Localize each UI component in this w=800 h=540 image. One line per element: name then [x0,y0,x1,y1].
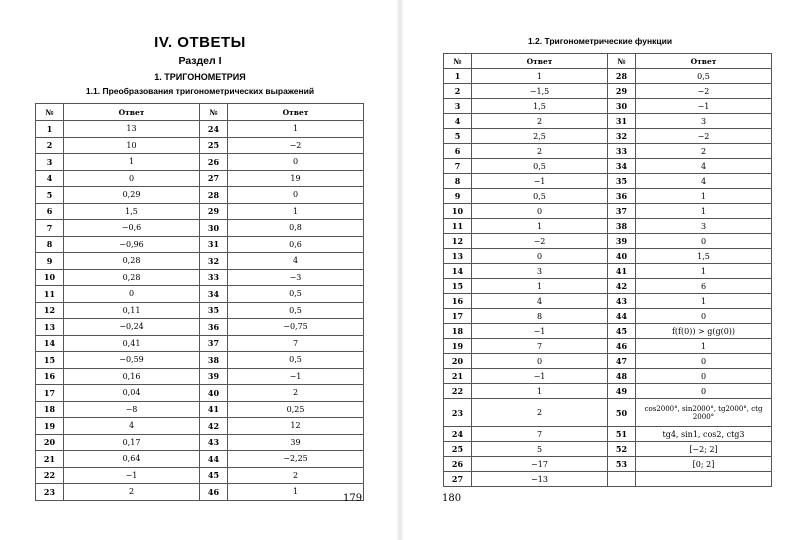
table-row [36,418,364,435]
answer-cell: −1 [472,174,608,189]
answer-cell: 0,5 [228,286,364,303]
table-row [444,399,772,427]
task-number-cell: 42 [608,279,636,294]
table-row [444,219,772,234]
task-number-cell: 33 [608,144,636,159]
table-row [444,114,772,129]
answer-cell: −13 [472,472,608,487]
task-number-cell: 53 [608,457,636,472]
answer-cell: 1 [472,219,608,234]
answer-cell: 2,5 [472,129,608,144]
table-row [444,99,772,114]
answer-cell: 1 [472,69,608,84]
answer-cell: −1 [472,369,608,384]
answer-cell: 0 [228,187,364,204]
task-number-cell: 30 [608,99,636,114]
task-number-cell: 15 [36,352,64,369]
table-row [36,484,364,501]
answer-cell: 0 [64,170,200,187]
table-header-row [444,54,772,69]
answer-cell: 0,5 [228,302,364,319]
task-number-cell: 21 [444,369,472,384]
table-row [36,220,364,237]
task-number-cell: 23 [444,399,472,427]
task-number-cell: 20 [36,434,64,451]
column-header: № [200,104,228,121]
page-number: 179 [343,493,363,504]
task-number-cell: 18 [444,324,472,339]
table-row [36,286,364,303]
task-number-cell: 32 [608,129,636,144]
answer-cell: 2 [472,144,608,159]
answer-cell: 2 [636,144,772,159]
task-number-cell: 40 [608,249,636,264]
task-number-cell: 37 [200,335,228,352]
table-row [36,137,364,154]
answer-cell: 1 [636,339,772,354]
answer-cell: 3 [636,219,772,234]
task-number-cell: 31 [200,236,228,253]
answer-cell: 1 [228,121,364,138]
task-number-cell: 24 [200,121,228,138]
answer-cell: 4 [472,294,608,309]
answer-cell: 5 [472,442,608,457]
answer-cell: 1 [636,189,772,204]
task-number-cell: 32 [200,253,228,270]
task-number-cell: 30 [200,220,228,237]
task-number-cell: 26 [200,154,228,171]
table-row [36,269,364,286]
answer-cell: 3 [636,114,772,129]
answer-cell: 0,04 [64,385,200,402]
task-number-cell: 25 [200,137,228,154]
table-row [444,189,772,204]
table-row [444,174,772,189]
chapter-title: 1. ТРИГОНОМЕТРИЯ [154,72,246,82]
answer-cell: 3 [472,264,608,279]
task-number-cell: 28 [200,187,228,204]
task-number-cell: 18 [36,401,64,418]
answer-cell: −1 [228,368,364,385]
answer-cell: 0,41 [64,335,200,352]
answer-cell: −17 [472,457,608,472]
task-number-cell: 21 [36,451,64,468]
answer-cell: 2 [228,467,364,484]
answer-cell: 1 [636,264,772,279]
answer-cell: 19 [228,170,364,187]
task-number-cell: 36 [608,189,636,204]
task-number-cell: 40 [200,385,228,402]
column-header: Ответ [228,104,364,121]
table-row [444,442,772,457]
task-number-cell: 12 [36,302,64,319]
table-row [444,159,772,174]
task-number-cell: 3 [444,99,472,114]
answer-cell: 1,5 [636,249,772,264]
task-number-cell: 31 [608,114,636,129]
answer-cell: 0,28 [64,269,200,286]
answer-cell: −3 [228,269,364,286]
answer-cell: −0,24 [64,319,200,336]
table-header-row [36,104,364,121]
task-number-cell: 42 [200,418,228,435]
table-row [36,236,364,253]
answer-cell: −8 [64,401,200,418]
task-number-cell: 9 [444,189,472,204]
answer-cell: 0,5 [472,159,608,174]
task-number-cell: 38 [200,352,228,369]
answer-cell [636,472,772,487]
section-title: Раздел I [178,55,222,67]
answer-cell: 12 [228,418,364,435]
table-row [36,352,364,369]
table-row [444,129,772,144]
column-header: Ответ [636,54,772,69]
answer-cell: 0,25 [228,401,364,418]
subsection-title: 1.1. Преобразования тригонометрических выражений [85,86,315,96]
answer-cell: 2 [228,385,364,402]
table-row [444,309,772,324]
task-number-cell: 25 [444,442,472,457]
task-number-cell: 39 [608,234,636,249]
answer-cell: −2 [636,129,772,144]
answer-cell: 0,64 [64,451,200,468]
task-number-cell: 15 [444,279,472,294]
table-row [36,253,364,270]
task-number-cell: 33 [200,269,228,286]
answer-cell: 0,5 [228,352,364,369]
answer-cell: 4 [64,418,200,435]
answer-cell: 1 [64,154,200,171]
subsection-title: 1.2. Тригонометрические функции [527,36,673,46]
answer-cell: 4 [636,159,772,174]
column-header: Ответ [64,104,200,121]
table-row [36,368,364,385]
page-number: 180 [442,493,462,504]
task-number-cell: 51 [608,427,636,442]
answer-cell: 1,5 [64,203,200,220]
answer-cell: 6 [636,279,772,294]
task-number-cell: 3 [36,154,64,171]
column-header: № [608,54,636,69]
answer-cell: 0 [636,234,772,249]
answer-cell: 7 [472,339,608,354]
task-number-cell: 46 [200,484,228,501]
task-number-cell: 4 [444,114,472,129]
table-row [36,154,364,171]
answer-cell: −0,6 [64,220,200,237]
answers-table-1-1 [35,103,364,501]
answer-cell: 1 [636,294,772,309]
task-number-cell: 9 [36,253,64,270]
task-number-cell: 43 [200,434,228,451]
answer-cell: 1 [228,203,364,220]
task-number-cell: 27 [444,472,472,487]
table-row [444,264,772,279]
task-number-cell: 34 [200,286,228,303]
task-number-cell: 14 [444,264,472,279]
answer-cell: 0 [636,309,772,324]
task-number-cell: 44 [608,309,636,324]
table-row [444,324,772,339]
task-number-cell: 29 [608,84,636,99]
answer-cell: −1 [636,99,772,114]
task-number-cell: 52 [608,442,636,457]
task-number-cell: 10 [36,269,64,286]
answer-cell: 0 [228,154,364,171]
task-number-cell: 22 [444,384,472,399]
answer-cell: −0,96 [64,236,200,253]
table-row [444,384,772,399]
task-number-cell: 13 [444,249,472,264]
task-number-cell: 37 [608,204,636,219]
table-row [36,302,364,319]
answer-cell: 0,6 [228,236,364,253]
answer-cell: 0,11 [64,302,200,319]
answer-cell: 1 [636,204,772,219]
answer-cell: −0,75 [228,319,364,336]
answer-cell: f(f(0)) > g(g(0)) [636,324,772,339]
task-number-cell: 16 [36,368,64,385]
task-number-cell: 28 [608,69,636,84]
table-row [36,467,364,484]
answer-cell: −1 [64,467,200,484]
answer-cell: 2 [472,399,608,427]
task-number-cell: 19 [444,339,472,354]
table-row [36,401,364,418]
answer-cell: 0,17 [64,434,200,451]
answer-cell: [0; 2] [636,457,772,472]
answer-cell: −2 [636,84,772,99]
task-number-cell: 2 [36,137,64,154]
task-number-cell: 48 [608,369,636,384]
answer-cell: 39 [228,434,364,451]
task-number-cell: 5 [444,129,472,144]
task-number-cell: 19 [36,418,64,435]
task-number-cell: 34 [608,159,636,174]
answer-cell: 0 [472,204,608,219]
table-row [444,84,772,99]
task-number-cell: 12 [444,234,472,249]
answer-cell: 7 [228,335,364,352]
answer-cell: 4 [228,253,364,270]
table-row [444,472,772,487]
answer-cell: 1 [472,384,608,399]
task-number-cell: 6 [36,203,64,220]
answer-cell: 1 [472,279,608,294]
task-number-cell: 45 [608,324,636,339]
answer-cell: 0,28 [64,253,200,270]
task-number-cell: 8 [444,174,472,189]
task-number-cell: 35 [608,174,636,189]
task-number-cell: 43 [608,294,636,309]
table-row [36,203,364,220]
answer-cell: 0 [636,354,772,369]
task-number-cell: 14 [36,335,64,352]
table-row [36,434,364,451]
answer-cell: 13 [64,121,200,138]
answer-cell: 0,5 [472,189,608,204]
task-number-cell: 5 [36,187,64,204]
table-row [36,187,364,204]
column-header: Ответ [472,54,608,69]
answer-cell: 7 [472,427,608,442]
task-number-cell: 13 [36,319,64,336]
task-number-cell: 17 [444,309,472,324]
table-row [444,354,772,369]
task-number-cell: 16 [444,294,472,309]
task-number-cell: 11 [444,219,472,234]
task-number-cell: 27 [200,170,228,187]
table-row [444,294,772,309]
task-number-cell: 39 [200,368,228,385]
table-row [444,279,772,294]
answer-cell: 0 [64,286,200,303]
answer-cell: −2 [472,234,608,249]
table-row [36,121,364,138]
table-row [444,369,772,384]
answer-cell: 1 [228,484,364,501]
task-number-cell: 26 [444,457,472,472]
task-number-cell: 29 [200,203,228,220]
task-number-cell: 47 [608,354,636,369]
answer-cell: tg4, sin1, cos2, ctg3 [636,427,772,442]
task-number-cell: 10 [444,204,472,219]
table-row [36,451,364,468]
task-number-cell: 11 [36,286,64,303]
task-number-cell [608,472,636,487]
table-row [444,457,772,472]
task-number-cell: 23 [36,484,64,501]
task-number-cell: 45 [200,467,228,484]
answer-cell: 1,5 [472,99,608,114]
task-number-cell: 50 [608,399,636,427]
task-number-cell: 24 [444,427,472,442]
table-row [444,427,772,442]
task-number-cell: 17 [36,385,64,402]
answer-cell: −0,59 [64,352,200,369]
task-number-cell: 1 [444,69,472,84]
task-number-cell: 2 [444,84,472,99]
answer-cell: 0 [472,249,608,264]
answer-cell: 0,29 [64,187,200,204]
task-number-cell: 20 [444,354,472,369]
table-row [444,144,772,159]
answer-cell: −1,5 [472,84,608,99]
task-number-cell: 44 [200,451,228,468]
task-number-cell: 1 [36,121,64,138]
table-row [444,249,772,264]
answers-table-1-2 [443,53,772,487]
answer-cell: 0,16 [64,368,200,385]
table-row [36,319,364,336]
task-number-cell: 6 [444,144,472,159]
task-number-cell: 49 [608,384,636,399]
answer-cell: 0,8 [228,220,364,237]
task-number-cell: 4 [36,170,64,187]
answer-cell: −2,25 [228,451,364,468]
answer-cell: 2 [472,114,608,129]
answer-cell: 8 [472,309,608,324]
answer-cell: 0 [636,384,772,399]
answer-cell: −1 [472,324,608,339]
answer-cell: −2 [228,137,364,154]
task-number-cell: 41 [200,401,228,418]
task-number-cell: 22 [36,467,64,484]
table-row [444,339,772,354]
answer-cell: 0 [636,369,772,384]
table-row [444,234,772,249]
task-number-cell: 46 [608,339,636,354]
table-row [444,69,772,84]
answers-title: IV. ОТВЕТЫ [154,34,246,51]
answer-cell: 4 [636,174,772,189]
answer-cell: 0 [472,354,608,369]
answer-cell: 10 [64,137,200,154]
task-number-cell: 7 [444,159,472,174]
task-number-cell: 36 [200,319,228,336]
task-number-cell: 38 [608,219,636,234]
table-row [36,335,364,352]
table-row [36,170,364,187]
answer-cell: cos2000°, sin2000°, tg2000°, ctg 2000° [636,399,772,427]
task-number-cell: 41 [608,264,636,279]
table-row [36,385,364,402]
answer-cell: [−2; 2] [636,442,772,457]
column-header: № [444,54,472,69]
answer-cell: 0,5 [636,69,772,84]
task-number-cell: 8 [36,236,64,253]
answer-cell: 2 [64,484,200,501]
column-header: № [36,104,64,121]
task-number-cell: 7 [36,220,64,237]
task-number-cell: 35 [200,302,228,319]
table-row [444,204,772,219]
